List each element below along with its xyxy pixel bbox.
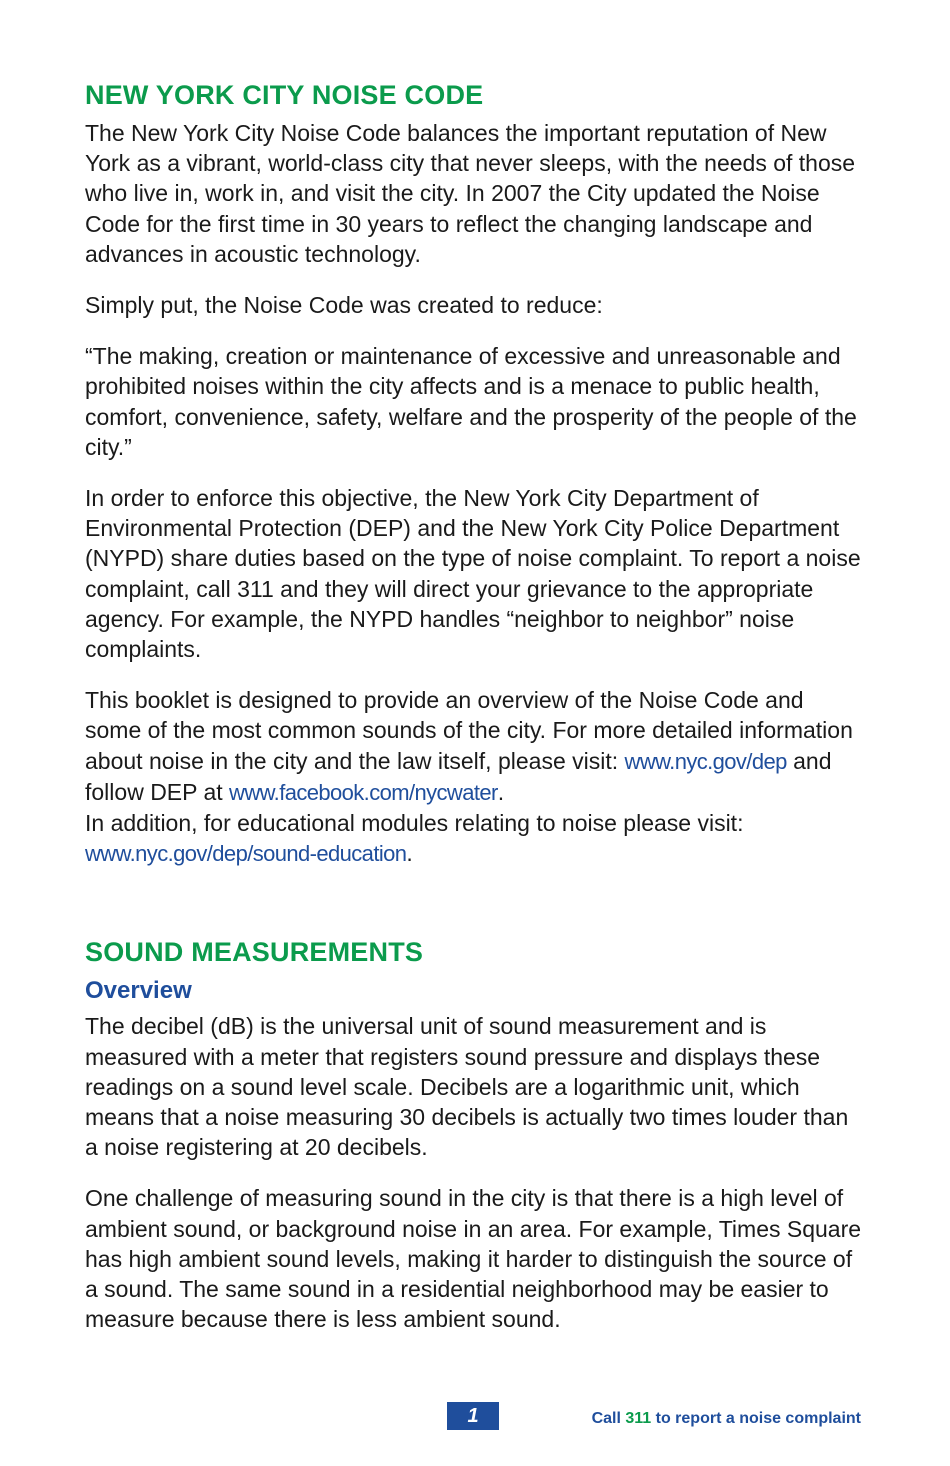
subsection-title-overview: Overview	[85, 977, 192, 1005]
section-title-noise-code: NEW YORK CITY NOISE CODE	[85, 80, 484, 110]
booklet-text-e: .	[406, 840, 413, 867]
enforcement-paragraph: In order to enforce this objective, the New York City Department of Environmental Protection (DEP) and the New York City Police Department (NYPD) share duties based on the type of noise complaint. To report a noise complaint, call 311 and they will direct your grievance to the appropriate agency. For example, the NYPD handles “neighbor to neighbor” noise complaints.	[85, 485, 861, 663]
page-number-badge: 1	[447, 1402, 499, 1430]
footer-cta-number: 311	[625, 1410, 652, 1427]
noise-code-quote-paragraph: “The making, creation or maintenance of excessive and unreasonable and prohibited noises within the city affects and is a menace to public health, comfort, convenience, safety, welfare and the prosperity of the people of the city.”	[85, 343, 857, 460]
noise-code-intro-paragraph: The New York City Noise Code balances the important reputation of New York as a vibrant, world-class city that never sleeps, with the needs of those who live in, work in, and visit the city. In 2007 the City updated the Noise Code for the first time in 30 years to reflect the changing landscape and advances in acoustic technology.	[85, 120, 856, 267]
ambient-sound-paragraph: One challenge of measuring sound in the city is that there is a high level of ambient sound, or background noise in an area. For example, Times Square has high ambient sound levels, making it harder to distinguish the source of a sound. The same sound in a residential neighborhood may be easier to measure because there is less ambient sound.	[85, 1185, 862, 1333]
section-title-sound-measurements: SOUND MEASUREMENTS	[85, 937, 424, 968]
booklet-text-d: In addition, for educational modules relating to noise please visit:	[85, 810, 744, 837]
footer-call-to-action	[592, 1408, 861, 1430]
noise-code-purpose-paragraph: Simply put, the Noise Code was created to reduce:	[85, 292, 603, 319]
footer-cta-before: Call	[591, 1410, 626, 1427]
footer-cta-after: to report a noise complaint	[651, 1410, 861, 1427]
link-sound-education[interactable]: www.nyc.gov/dep/sound-education	[85, 841, 407, 867]
document-page	[85, 78, 865, 1335]
link-facebook-nycwater[interactable]: www.facebook.com/nycwater	[229, 779, 498, 805]
booklet-text-c: .	[497, 778, 505, 805]
booklet-text-a: This booklet is designed to provide an overview of the Noise Code and some of the most common sounds of the city. For more detailed information about noise in the city and the law itself, please visit:	[85, 687, 853, 774]
booklet-overview-paragraph	[85, 685, 865, 869]
booklet-text-b: and follow DEP at	[85, 747, 832, 805]
decibel-paragraph: The decibel (dB) is the universal unit of sound measurement and is measured with a meter that registers sound pressure and displays these readings on a sound level scale. Decibels are a logarithmic unit, which means that a noise measuring 30 decibels is actually two times louder than a noise registering at 20 decibels.	[85, 1013, 849, 1161]
link-nyc-dep[interactable]: www.nyc.gov/dep	[624, 748, 787, 774]
